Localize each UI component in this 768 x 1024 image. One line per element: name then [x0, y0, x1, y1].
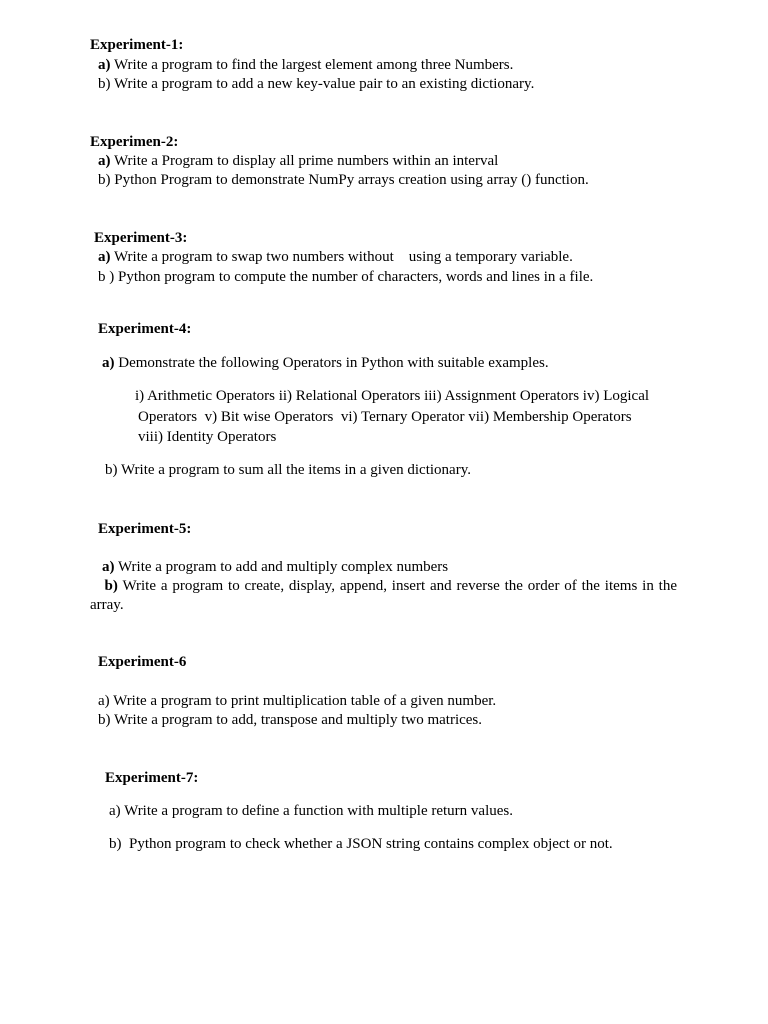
operators-list-line-1: i) Arithmetic Operators ii) Relational Operators iii) Assignment Operators iv) Logical	[135, 388, 650, 404]
item-marker: a)	[98, 57, 111, 73]
experiment-4-heading: Experiment-4:	[98, 321, 192, 337]
experiment-4-item-a	[102, 354, 549, 373]
item-marker: a)	[102, 559, 115, 575]
experiment-1-item-b: b) Write a program to add a new key-value pair to an existing dictionary.	[98, 76, 535, 92]
item-text: Write a Program to display all prime numbers within an interval	[110, 153, 499, 169]
experiment-7-item-b: b) Python program to check whether a JSON string contains complex object or not.	[109, 836, 613, 852]
experiment-5-item-a	[102, 558, 448, 577]
item-text: Demonstrate the following Operators in Python with suitable examples.	[114, 355, 549, 371]
experiment-3-item-b: b ) Python program to compute the number of characters, words and lines in a file.	[98, 269, 594, 285]
experiment-3-item-a	[98, 248, 573, 267]
experiment-5-item-b	[90, 577, 677, 596]
experiment-2-heading: Experimen-2:	[90, 134, 179, 150]
item-text: Write a program to add and multiply complex numbers	[114, 559, 449, 575]
experiment-3-heading: Experiment-3:	[94, 230, 188, 246]
experiment-6-item-a: a) Write a program to print multiplication table of a given number.	[98, 693, 497, 709]
experiment-6-item-b: b) Write a program to add, transpose and multiply two matrices.	[98, 712, 483, 728]
item-text: Write a program to swap two numbers without using a temporary variable.	[110, 249, 573, 265]
operators-list-line-2: Operators v) Bit wise Operators vi) Ternary Operator vii) Membership Operators	[138, 409, 632, 425]
item-marker: a)	[98, 153, 111, 169]
experiment-7-item-a: a) Write a program to define a function with multiple return values.	[109, 803, 513, 819]
experiment-5-item-b-continuation: array.	[90, 597, 124, 613]
experiment-1-heading: Experiment-1:	[90, 37, 184, 53]
item-marker: a)	[98, 249, 111, 265]
experiment-2-item-a	[98, 152, 498, 171]
experiment-7-heading: Experiment-7:	[105, 770, 199, 786]
experiment-2-item-b: b) Python Program to demonstrate NumPy arrays creation using array () function.	[98, 172, 589, 188]
experiment-4-item-b: b) Write a program to sum all the items in a given dictionary.	[105, 462, 471, 478]
experiment-5-heading: Experiment-5:	[98, 521, 192, 537]
item-marker: a)	[102, 355, 115, 371]
item-marker: b)	[104, 578, 118, 594]
experiment-6-heading: Experiment-6	[98, 654, 187, 670]
experiment-1-item-a	[98, 56, 513, 75]
item-text: Write a program to find the largest element among three Numbers.	[110, 57, 514, 73]
operators-list-line-3: viii) Identity Operators	[138, 429, 277, 445]
item-text: Write a program to create, display, append, insert and reverse the order of the items in the	[117, 578, 677, 594]
